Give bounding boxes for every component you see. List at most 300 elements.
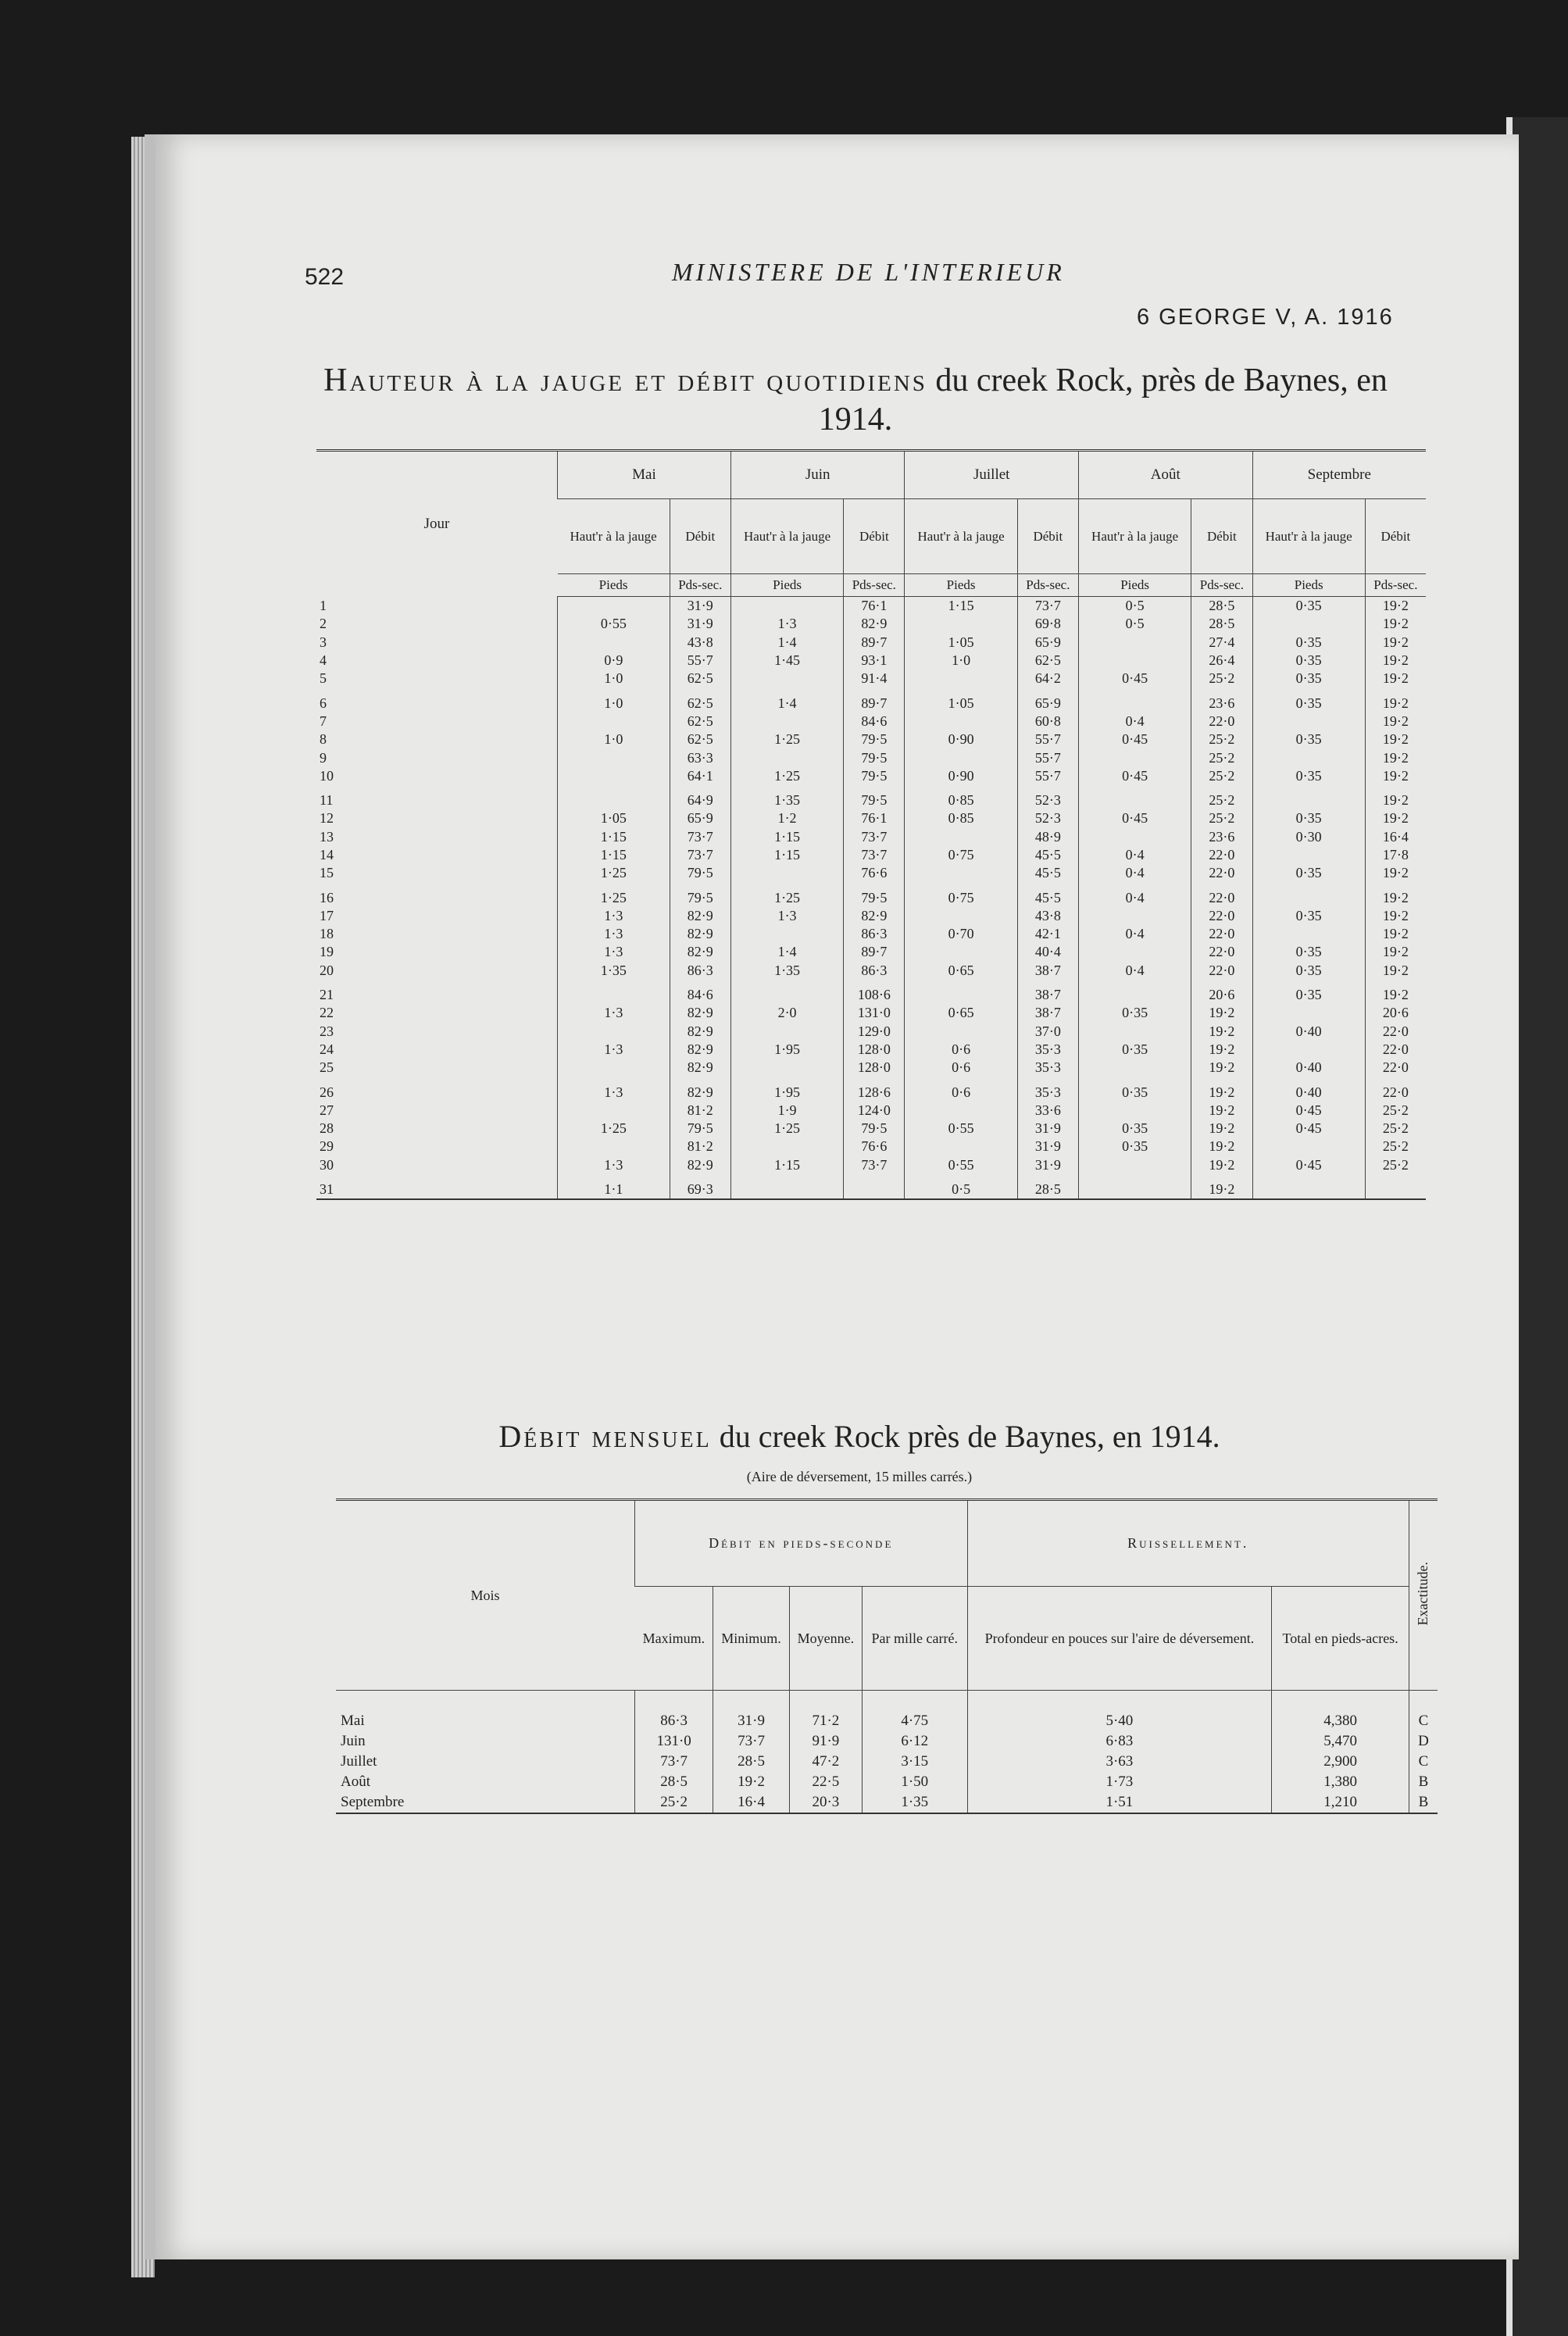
value-cell: 22·0 [1191,962,1252,980]
value-cell: 6·12 [862,1731,967,1752]
value-cell: 79·5 [670,864,730,882]
value-cell: 1·3 [558,1041,670,1059]
value-cell: 82·9 [670,907,730,925]
value-cell: 55·7 [670,652,730,670]
day-cell: 8 [320,731,327,748]
value-cell [730,713,843,730]
value-cell [1079,1023,1191,1041]
day-cell: 13 [320,828,334,845]
value-cell: 1·25 [558,888,670,906]
row-spacer [316,1174,1426,1181]
value-cell: 1·2 [730,809,843,827]
spacer-cell [905,688,1017,694]
value-cell: 19·2 [1365,943,1426,961]
subcol-debit: Débit [1365,499,1426,574]
value-cell: 3·63 [967,1752,1272,1772]
value-cell: 2,900 [1272,1752,1409,1772]
value-cell: 69·8 [1017,615,1078,633]
value-cell: 73·7 [1017,597,1078,616]
value-cell: 124·0 [844,1102,905,1120]
value-cell: 0·5 [1079,615,1191,633]
value-cell: 5,470 [1272,1731,1409,1752]
value-cell: 0·35 [1252,986,1365,1004]
table-row [316,1181,1426,1199]
value-cell: 1·0 [558,670,670,688]
value-cell: 0·85 [905,791,1017,809]
day-cell: 26 [320,1084,334,1100]
value-cell: 0·35 [1252,962,1365,980]
table-row [316,615,1426,633]
value-cell: 62·5 [670,670,730,688]
value-cell: 16·4 [1365,828,1426,846]
row-spacer [316,688,1426,694]
month-header: Septembre [1252,451,1426,499]
unit-pieds: Pieds [730,574,843,597]
value-cell: 0·5 [1079,597,1191,616]
value-cell: 28·5 [713,1752,790,1772]
month-header: Mai [558,451,731,499]
value-cell [1252,713,1365,730]
value-cell: 28·5 [635,1772,713,1792]
spacer-cell [1191,1174,1252,1181]
value-cell: 76·1 [844,809,905,827]
value-cell: 86·3 [844,962,905,980]
value-cell: 0·6 [905,1041,1017,1059]
value-cell: 1·15 [730,828,843,846]
value-cell: 52·3 [1017,791,1078,809]
value-cell: 37·0 [1017,1023,1078,1041]
value-cell: 0·35 [1252,864,1365,882]
value-cell: 19·2 [713,1772,790,1792]
daily-gauge-discharge-table [316,449,1426,1205]
value-cell: 22·5 [789,1772,862,1792]
value-cell: 0·4 [1079,846,1191,864]
value-cell [905,748,1017,766]
value-cell: 129·0 [844,1023,905,1041]
value-cell: 89·7 [844,634,905,652]
value-cell: 40·4 [1017,943,1078,961]
table-rule [336,1813,1438,1820]
table-rule [316,1199,1426,1205]
value-cell: 45·5 [1017,864,1078,882]
value-cell: 38·7 [1017,986,1078,1004]
table-row [336,1772,1438,1792]
spacer-cell [844,1077,905,1083]
table-row [316,791,1426,809]
value-cell [558,1059,670,1077]
value-cell: 47·2 [789,1752,862,1772]
value-cell [1079,1059,1191,1077]
spacer-cell [1365,882,1426,888]
value-cell: 128·6 [844,1083,905,1101]
value-cell: 19·2 [1365,652,1426,670]
day-cell: 16 [320,889,334,905]
value-cell: 22·0 [1365,1059,1426,1077]
value-cell: 1·05 [905,634,1017,652]
value-cell: 0·45 [1252,1102,1365,1120]
value-cell: 1·73 [967,1772,1272,1792]
value-cell [730,1023,843,1041]
value-cell: 19·2 [1365,809,1426,827]
value-cell: 1·0 [558,694,670,712]
spacer-cell [316,980,558,986]
value-cell: 64·9 [670,791,730,809]
value-cell: 22·0 [1191,907,1252,925]
value-cell: 19·2 [1365,925,1426,943]
table-row [316,1041,1426,1059]
value-cell: 55·7 [1017,730,1078,748]
value-cell: 27·4 [1191,634,1252,652]
value-cell: 82·9 [670,925,730,943]
day-cell: 14 [320,847,334,863]
value-cell: 62·5 [670,730,730,748]
value-cell: 76·6 [844,1138,905,1155]
value-cell: 25·2 [1365,1156,1426,1174]
spacer-cell [905,980,1017,986]
subcol-debit: Débit [844,499,905,574]
value-cell: 0·75 [905,888,1017,906]
spacer-cell [844,688,905,694]
value-cell: 22·0 [1191,888,1252,906]
value-cell: 22·0 [1191,846,1252,864]
value-cell: 91·4 [844,670,905,688]
value-cell: 0·4 [1079,713,1191,730]
value-cell: 0·65 [905,962,1017,980]
monthly-title-smallcaps: Débit mensuel [498,1419,712,1454]
value-cell: 0·35 [1252,730,1365,748]
day-cell: 30 [320,1156,334,1173]
table-row [336,1691,1438,1732]
value-cell [905,943,1017,961]
value-cell [905,615,1017,633]
value-cell [1079,1181,1191,1199]
value-cell: 1·4 [730,634,843,652]
table-row [316,670,1426,688]
value-cell [730,925,843,943]
value-cell: 19·2 [1365,767,1426,785]
value-cell: 19·2 [1191,1083,1252,1101]
value-cell [905,1138,1017,1155]
value-cell [1079,986,1191,1004]
value-cell [558,791,670,809]
subcol-hauteur: Haut'r à la jauge [558,499,670,574]
value-cell [1252,1041,1365,1059]
spacer-cell [730,785,843,791]
day-cell: 19 [320,944,334,960]
value-cell: 0·45 [1079,730,1191,748]
value-cell: 1·3 [558,1083,670,1101]
spacer-cell [558,882,670,888]
value-cell: 31·9 [1017,1120,1078,1138]
value-cell: 28·5 [1191,597,1252,616]
spacer-cell [730,1174,843,1181]
table-row [316,597,1426,616]
value-cell: 1·05 [558,809,670,827]
value-cell: 62·5 [670,713,730,730]
table-row [316,828,1426,846]
value-cell: 22·0 [1191,925,1252,943]
value-cell: 128·0 [844,1059,905,1077]
day-cell: 4 [320,652,327,669]
value-cell: 48·9 [1017,828,1078,846]
value-cell: 1·1 [558,1181,670,1199]
value-cell: 82·9 [670,1004,730,1022]
value-cell: 79·5 [844,888,905,906]
spacer-cell [558,980,670,986]
value-cell: 52·3 [1017,809,1078,827]
subcol-hauteur: Haut'r à la jauge [905,499,1017,574]
value-cell: 31·9 [1017,1156,1078,1174]
value-cell: 0·45 [1079,767,1191,785]
value-cell [905,1102,1017,1120]
spacer-cell [1079,882,1191,888]
value-cell: 0·35 [1252,767,1365,785]
value-cell: 19·2 [1365,888,1426,906]
day-cell: 12 [320,810,334,827]
value-cell: 0·35 [1252,634,1365,652]
value-cell: 79·5 [844,791,905,809]
table-row [316,943,1426,961]
value-cell: 82·9 [670,1083,730,1101]
spacer-cell [730,1077,843,1083]
value-cell: 6·83 [967,1731,1272,1752]
value-cell: 82·9 [670,1041,730,1059]
value-cell: 1·0 [905,652,1017,670]
col-maximum: Maximum. [635,1587,713,1691]
day-cell: 25 [320,1059,334,1076]
spacer-cell [316,1077,558,1083]
daily-title-rest: du creek Rock, près de Baynes, en 1914. [818,363,1388,438]
value-cell: 0·85 [905,809,1017,827]
value-cell: 63·3 [670,748,730,766]
spacer-cell [670,1077,730,1083]
spacer-cell [1017,980,1078,986]
value-cell: 73·7 [670,846,730,864]
unit-pieds: Pieds [905,574,1017,597]
col-minimum: Minimum. [713,1587,790,1691]
value-cell: 19·2 [1191,1059,1252,1077]
running-head: MINISTERE DE L'INTERIEUR [672,258,1065,286]
month-cell: Septembre [341,1794,405,1810]
value-cell: 0·6 [905,1083,1017,1101]
value-cell: 19·2 [1191,1138,1252,1155]
value-cell [730,864,843,882]
value-cell: 0·35 [1079,1041,1191,1059]
value-cell: 65·9 [1017,634,1078,652]
value-cell: 22·0 [1191,864,1252,882]
spacer-cell [316,688,558,694]
unit-pds-sec: Pds-sec. [1191,574,1252,597]
value-cell [1079,907,1191,925]
value-cell: 82·9 [670,1059,730,1077]
value-cell: 73·7 [635,1752,713,1772]
value-cell: 31·9 [670,615,730,633]
day-cell: 10 [320,767,334,784]
value-cell: 19·2 [1365,694,1426,712]
value-cell: 19·2 [1365,597,1426,616]
day-cell: 17 [320,907,334,923]
day-cell: 2 [320,616,327,632]
value-cell [905,713,1017,730]
monthly-discharge-table [336,1498,1438,1820]
value-cell: 0·35 [1079,1004,1191,1022]
table-row [316,767,1426,785]
table-row [336,1731,1438,1752]
value-cell: 1·25 [730,1120,843,1138]
value-cell: 0·35 [1252,694,1365,712]
value-cell: 0·40 [1252,1059,1365,1077]
value-cell: 73·7 [844,828,905,846]
unit-pds-sec: Pds-sec. [844,574,905,597]
spacer-cell [730,882,843,888]
value-cell: 1·3 [558,925,670,943]
table-row [316,634,1426,652]
value-cell: 64·2 [1017,670,1078,688]
value-cell: 0·45 [1079,809,1191,827]
value-cell: 22·0 [1365,1023,1426,1041]
value-cell: 19·2 [1365,864,1426,882]
spacer-cell [1079,785,1191,791]
value-cell [730,1138,843,1155]
value-cell: 0·45 [1079,670,1191,688]
value-cell: 73·7 [844,1156,905,1174]
value-cell [558,634,670,652]
spacer-cell [1252,882,1365,888]
value-cell: 0·30 [1252,828,1365,846]
spacer-cell [670,688,730,694]
spacer-cell [1252,688,1365,694]
table-row [316,986,1426,1004]
value-cell: 25·2 [1365,1120,1426,1138]
value-cell: 5·40 [967,1691,1272,1732]
value-cell: 28·5 [1191,615,1252,633]
value-cell: 65·9 [1017,694,1078,712]
spacer-cell [1017,1174,1078,1181]
value-cell [730,597,843,616]
day-cell: 11 [320,792,334,809]
value-cell: 4·75 [862,1691,967,1732]
value-cell: 1·9 [730,1102,843,1120]
spacer-cell [670,1174,730,1181]
value-cell: 19·2 [1365,670,1426,688]
value-cell: 79·5 [844,748,905,766]
value-cell: 25·2 [635,1792,713,1813]
value-cell: 20·6 [1365,1004,1426,1022]
value-cell: 1·3 [558,907,670,925]
spacer-cell [1191,688,1252,694]
day-cell: 22 [320,1005,334,1021]
value-cell: 20·3 [789,1792,862,1813]
value-cell: 82·9 [670,943,730,961]
value-cell: 0·35 [1079,1120,1191,1138]
value-cell: 1·3 [730,615,843,633]
spacer-cell [1079,980,1191,986]
spacer-cell [1252,1174,1365,1181]
value-cell: 0·40 [1252,1023,1365,1041]
value-cell [558,767,670,785]
value-cell [844,1181,905,1199]
value-cell: 84·6 [844,713,905,730]
value-cell [558,1023,670,1041]
table-row [316,1138,1426,1155]
value-cell: 42·1 [1017,925,1078,943]
table-row [316,907,1426,925]
value-cell: 89·7 [844,694,905,712]
value-cell: 25·2 [1191,809,1252,827]
value-cell: 19·2 [1191,1181,1252,1199]
day-cell: 3 [320,634,327,650]
value-cell: 0·6 [905,1059,1017,1077]
spacer-cell [905,882,1017,888]
value-cell: 1·15 [558,846,670,864]
value-cell [1079,694,1191,712]
spacer-cell [1365,785,1426,791]
table-row [316,846,1426,864]
value-cell: 4,380 [1272,1691,1409,1732]
value-cell: 31·9 [1017,1138,1078,1155]
value-cell: 76·6 [844,864,905,882]
value-cell [1079,943,1191,961]
value-cell: 19·2 [1191,1023,1252,1041]
value-cell: 79·5 [844,730,905,748]
value-cell: 55·7 [1017,767,1078,785]
value-cell [730,1181,843,1199]
value-cell: 45·5 [1017,846,1078,864]
subcol-hauteur: Haut'r à la jauge [1079,499,1191,574]
value-cell: 19·2 [1365,907,1426,925]
value-cell [558,1102,670,1120]
value-cell: D [1409,1731,1438,1752]
spacer-cell [316,785,558,791]
day-cell: 6 [320,695,327,711]
value-cell: 1·95 [730,1083,843,1101]
table-row [316,694,1426,712]
table-row [316,925,1426,943]
value-cell: 0·35 [1079,1138,1191,1155]
value-cell: 26·4 [1191,652,1252,670]
unit-pieds: Pieds [1079,574,1191,597]
value-cell: 73·7 [713,1731,790,1752]
spacer-cell [905,785,1017,791]
value-cell: 0·4 [1079,925,1191,943]
value-cell [1079,1156,1191,1174]
value-cell: 22·0 [1365,1041,1426,1059]
value-cell: 1·35 [862,1792,967,1813]
value-cell: 1·3 [558,1156,670,1174]
value-cell: 0·75 [905,846,1017,864]
day-cell: 7 [320,713,327,729]
value-cell: 128·0 [844,1041,905,1059]
value-cell: 20·6 [1191,986,1252,1004]
value-cell: 76·1 [844,597,905,616]
value-cell: 1·25 [558,1120,670,1138]
spacer-cell [1365,980,1426,986]
value-cell: 45·5 [1017,888,1078,906]
spacer-cell [558,1174,670,1181]
spacer-cell [670,882,730,888]
value-cell: 19·2 [1365,634,1426,652]
table-row [316,809,1426,827]
value-cell [1079,791,1191,809]
spacer-cell [905,1077,1017,1083]
spacer-cell [558,1077,670,1083]
value-cell: 73·7 [844,846,905,864]
spacer-cell [1017,1077,1078,1083]
value-cell: 1·15 [558,828,670,846]
value-cell: 0·45 [1252,1156,1365,1174]
table-row [316,748,1426,766]
value-cell: 1·0 [558,730,670,748]
